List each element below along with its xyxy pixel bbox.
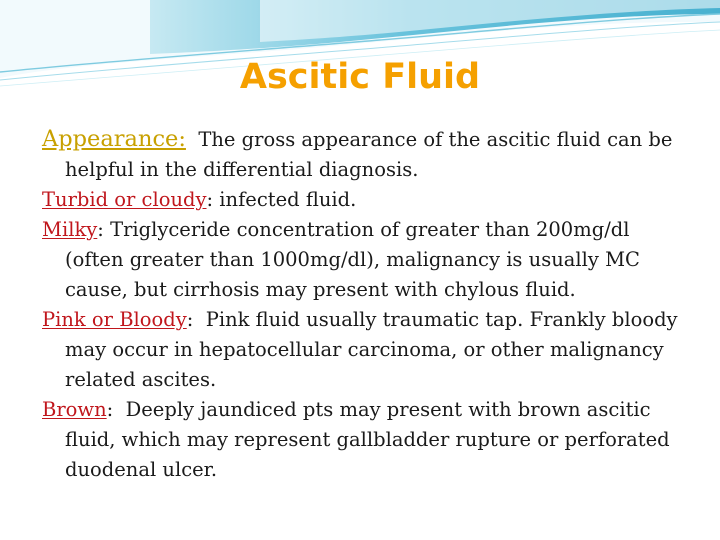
paragraph-brown	[42, 395, 682, 485]
paragraph-turbid	[42, 185, 682, 215]
slide-body	[42, 124, 682, 485]
separator: :	[186, 308, 206, 331]
paragraph-milky	[42, 215, 682, 305]
term-pink-or-bloody: Pink or Bloody	[42, 308, 187, 331]
definition-text: The gross appearance of the ascitic fluid can be helpful in the differential diagnosis.	[65, 128, 673, 181]
definition-text: infected fluid.	[219, 188, 357, 211]
term-brown: Brown	[42, 398, 107, 421]
paragraph-pink-or-bloody	[42, 305, 682, 395]
definition-text: Triglyceride concentration of greater than 200mg/dl (often greater than 1000mg/dl), malignancy is usually MC cause, but cirrhosis may present with chylous fluid.	[65, 218, 640, 301]
term-appearance: Appearance:	[42, 126, 186, 152]
definition-text: Pink fluid usually traumatic tap. Frankly bloody may occur in hepatocellular carcinoma, or other malignancy related ascites.	[65, 308, 678, 391]
separator: :	[97, 218, 111, 241]
term-milky: Milky	[42, 218, 98, 241]
definition-text: Deeply jaundiced pts may present with brown ascitic fluid, which may represent gallbladder rupture or perforated duodenal ulcer.	[65, 398, 670, 481]
separator: :	[106, 398, 126, 421]
paragraph-appearance	[42, 124, 682, 185]
slide-title: Ascitic Fluid	[239, 57, 481, 97]
term-turbid-or-cloudy: Turbid or cloudy	[42, 188, 207, 211]
separator: :	[206, 188, 220, 211]
separator	[186, 128, 198, 151]
